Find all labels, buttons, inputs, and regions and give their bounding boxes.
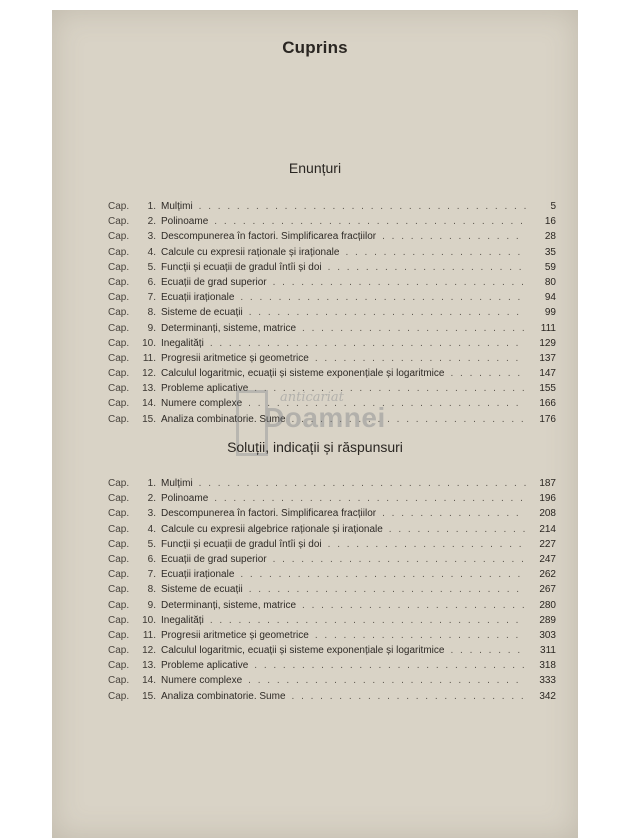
dot-leader [210,336,526,351]
toc-entry [108,522,556,537]
toc-entry [108,506,556,521]
chapter-prefix: Cap. [108,352,130,364]
toc-entry [108,275,556,290]
chapter-number: 15. [142,413,156,425]
dot-leader [199,199,526,214]
page-number: 227 [539,538,556,550]
chapter-number: 14. [142,398,156,410]
chapter-prefix: Cap. [108,690,130,702]
chapter-prefix: Cap. [108,538,130,550]
chapter-prefix: Cap. [108,261,130,273]
dot-leader [249,305,526,320]
page-number: 176 [539,413,556,425]
page-number: 99 [544,307,556,319]
page-number: 5 [550,201,556,212]
toc-entry [108,628,556,643]
page-number: 311 [540,645,556,657]
toc-entry [108,305,556,320]
chapter-title: Analiza combinatorie. Sume [161,413,286,425]
toc-entry [108,643,556,658]
section-title-enunturi: Enunțuri [288,160,342,176]
chapter-title: Determinanți, sisteme, matrice [161,599,297,611]
chapter-prefix: Cap. [108,599,130,611]
page-number: 247 [539,553,556,565]
chapter-number: 1. [147,478,156,489]
page-number: 318 [539,660,556,672]
toc-entry [108,673,556,688]
chapter-prefix: Cap. [108,368,130,380]
toc-entry [108,290,556,305]
chapter-title: Calcule cu expresii algebrice raționale și iraționale [161,523,383,535]
chapter-title: Ecuații iraționale [161,569,235,581]
chapter-title: Sisteme de ecuații [161,584,243,596]
page-number: 267 [539,584,556,596]
toc-entry [108,537,556,552]
chapter-prefix: Cap. [108,383,130,395]
toc-entry [108,582,556,597]
page-number: 80 [544,276,556,288]
dot-leader [315,351,526,366]
toc-entry [108,567,556,582]
chapter-prefix: Cap. [108,645,130,657]
chapter-number: 8. [147,584,156,596]
chapter-title: Calculul logaritmic, ecuații și sisteme exponențiale și logaritmice [161,368,445,380]
chapter-prefix: Cap. [108,523,130,535]
chapter-title: Polinoame [161,216,209,228]
chapter-title: Ecuații de grad superior [161,276,267,288]
chapter-number: 3. [147,508,156,520]
chapter-prefix: Cap. [108,276,130,288]
chapter-prefix: Cap. [108,246,130,258]
toc-entry [108,598,556,613]
chapter-prefix: Cap. [108,493,130,505]
chapter-number: 11. [142,352,156,364]
toc-entry [108,260,556,275]
chapter-number: 2. [147,216,156,228]
toc-entry [108,229,556,244]
chapter-number: 3. [147,231,156,243]
chapter-prefix: Cap. [108,569,130,581]
chapter-number: 10. [142,337,156,349]
chapter-number: 4. [147,523,156,535]
page-number: 166 [539,398,556,410]
toc-entry [108,658,556,673]
chapter-prefix: Cap. [108,231,130,243]
page-number: 208 [539,508,556,520]
page-number: 333 [539,675,556,687]
chapter-number: 5. [147,538,156,550]
chapter-number: 10. [142,614,156,626]
page-number: 137 [539,352,556,364]
chapter-number: 11. [142,629,156,641]
chapter-title: Descompunerea în factori. Simplificarea fracțiilor [161,231,377,243]
chapter-title: Ecuații de grad superior [161,553,267,565]
dot-leader [328,260,526,275]
page-number: 155 [539,383,556,395]
toc-entry [108,199,556,214]
dot-leader [273,275,526,290]
chapter-prefix: Cap. [108,553,130,565]
chapter-number: 6. [147,276,156,288]
watermark-small-text: anticariat [280,390,344,405]
chapter-title: Funcții și ecuații de gradul întîi și doi [161,261,322,273]
toc-entry [108,336,556,351]
chapter-number: 9. [147,599,156,611]
dot-leader [210,613,526,628]
chapter-title: Numere complexe [161,398,243,410]
toc-entry [108,321,556,336]
toc-entry [108,491,556,506]
page-number: 187 [539,478,556,489]
dot-leader [450,643,526,658]
chapter-number: 2. [147,493,156,505]
chapter-title: Probleme aplicative [161,660,249,672]
page-number: 129 [539,337,556,349]
toc-entry [108,689,556,704]
dot-leader [214,491,526,506]
toc-entry [108,552,556,567]
chapter-number: 13. [142,660,156,672]
page-title: Cuprins [282,38,348,57]
chapter-prefix: Cap. [108,398,130,410]
chapter-number: 12. [142,645,156,657]
chapter-number: 12. [142,368,156,380]
dot-leader [389,522,526,537]
chapter-prefix: Cap. [108,307,130,319]
dot-leader [292,689,526,704]
chapter-prefix: Cap. [108,337,130,349]
dot-leader [249,582,526,597]
section-title-solutii: Soluții, indicații și răspunsuri [227,439,403,455]
dot-leader [254,658,526,673]
page-number: 59 [544,261,556,273]
page-number: 303 [539,629,556,641]
chapter-title: Progresii aritmetice și geometrice [161,629,309,641]
page-number: 28 [544,231,556,243]
chapter-title: Descompunerea în factori. Simplificarea fracțiilor [161,508,377,520]
chapter-prefix: Cap. [108,478,130,489]
chapter-title: Mulțimi [161,201,193,212]
toc-entry [108,245,556,260]
page-number: 147 [539,368,556,380]
page-number: 16 [544,216,556,228]
chapter-title: Analiza combinatorie. Sume [161,690,286,702]
chapter-prefix: Cap. [108,292,130,304]
chapter-prefix: Cap. [108,413,130,425]
dot-leader [199,476,526,491]
chapter-title: Sisteme de ecuații [161,307,243,319]
page-number: 196 [539,493,556,505]
chapter-number: 9. [147,322,156,334]
toc-entry [108,366,556,381]
dot-leader [328,537,526,552]
chapter-title: Probleme aplicative [161,383,249,395]
chapter-prefix: Cap. [108,508,130,520]
dot-leader [214,214,526,229]
chapter-title: Determinanți, sisteme, matrice [161,322,297,334]
chapter-number: 15. [142,690,156,702]
dot-leader [240,290,526,305]
chapter-number: 13. [142,383,156,395]
chapter-title: Numere complexe [161,675,243,687]
dot-leader [315,628,526,643]
toc-entry [108,214,556,229]
page-number: 262 [539,569,556,581]
dot-leader [302,321,526,336]
dot-leader [248,673,526,688]
chapter-number: 5. [147,261,156,273]
chapter-prefix: Cap. [108,216,130,228]
dot-leader [345,245,526,260]
page-number: 94 [544,292,556,304]
dot-leader [302,598,526,613]
chapter-title: Inegalități [161,337,204,349]
dot-leader [382,229,526,244]
chapter-number: 1. [147,201,156,212]
chapter-prefix: Cap. [108,660,130,672]
toc-entry [108,476,556,491]
chapter-prefix: Cap. [108,675,130,687]
page-number: 111 [540,322,556,334]
page-number: 35 [544,246,556,258]
chapter-number: 7. [147,292,156,304]
chapter-prefix: Cap. [108,629,130,641]
page-number: 342 [539,690,556,702]
chapter-prefix: Cap. [108,614,130,626]
chapter-title: Calcule cu expresii raționale și iraționale [161,246,340,258]
page-number: 289 [539,614,556,626]
dot-leader [240,567,526,582]
toc-entry [108,351,556,366]
chapter-title: Funcții și ecuații de gradul întîi și doi [161,538,322,550]
book-page [52,10,578,838]
toc-list-solutii [108,476,556,704]
chapter-number: 8. [147,307,156,319]
page-number: 280 [539,599,556,611]
dot-leader [273,552,526,567]
watermark-big-text: Doamnei [264,402,386,433]
chapter-number: 7. [147,569,156,581]
page-number: 214 [539,523,556,535]
toc-entry [108,613,556,628]
chapter-title: Ecuații iraționale [161,292,235,304]
dot-leader [382,506,526,521]
chapter-title: Progresii aritmetice și geometrice [161,352,309,364]
chapter-prefix: Cap. [108,322,130,334]
chapter-title: Mulțimi [161,478,193,489]
chapter-title: Inegalități [161,614,204,626]
chapter-prefix: Cap. [108,584,130,596]
dot-leader [450,366,526,381]
chapter-number: 6. [147,553,156,565]
chapter-prefix: Cap. [108,201,130,212]
chapter-number: 4. [147,246,156,258]
chapter-number: 14. [142,675,156,687]
chapter-title: Calculul logaritmic, ecuații și sisteme exponențiale și logaritmice [161,645,445,657]
chapter-title: Polinoame [161,493,209,505]
